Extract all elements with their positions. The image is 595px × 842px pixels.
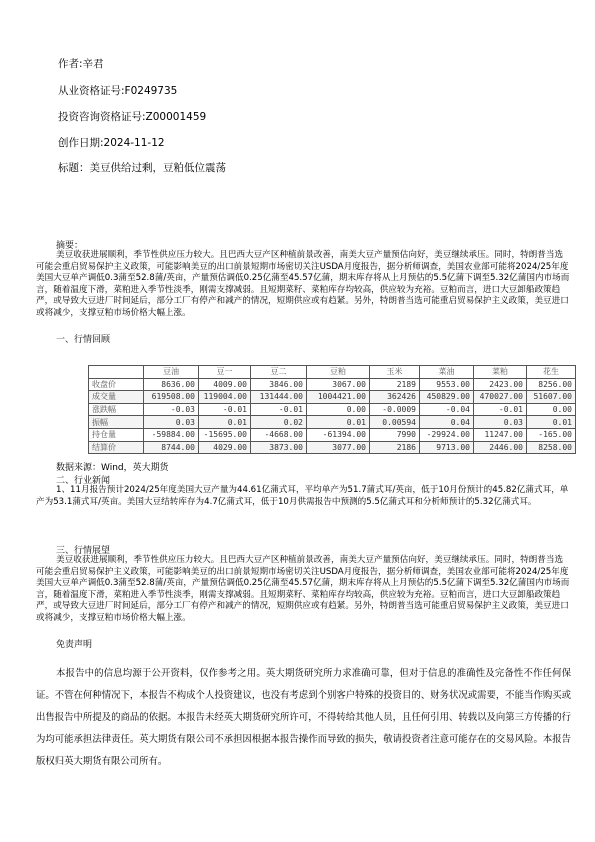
section-outlook-heading: 三、行情展望 [56,546,111,556]
table-cell: -0.03 [144,403,199,416]
table-cell: 450829.00 [420,391,474,404]
table-header-cell: 菜粕 [474,366,527,379]
table-row [89,378,576,391]
table-cell: 51607.00 [527,391,576,404]
table-cell: -4668.00 [251,428,307,441]
table-cell: 3873.00 [251,441,307,454]
table-cell: 0.00594 [370,416,420,429]
table-cell: 2423.00 [474,378,527,391]
table-header-cell: 豆油 [144,366,199,379]
table-cell: -29924.00 [420,428,474,441]
table-row-label: 收盘价 [89,378,144,391]
table-cell: 0.01 [199,416,251,429]
table-row-label: 持仓量 [89,428,144,441]
table-cell: 7990 [370,428,420,441]
data-source-note: 数据来源：Wind，英大期货 [56,463,169,473]
table-row [89,403,576,416]
table-cell: 4009.00 [199,378,251,391]
author-line: 作者:辛君 [58,58,104,70]
section-review-heading: 一、行情回顾 [56,335,111,345]
table-row-label: 振幅 [89,416,144,429]
table-cell: 4029.00 [199,441,251,454]
table-cell: -0.01 [474,403,527,416]
table-cell: -165.00 [527,428,576,441]
market-quotes-table [88,365,576,454]
table-header-row [89,366,576,379]
table-cell: -15695.00 [199,428,251,441]
table-row [89,416,576,429]
table-header-cell: 豆二 [251,366,307,379]
table-cell: 8744.00 [144,441,199,454]
table-cell: 8256.00 [527,378,576,391]
table-cell: 0.03 [474,416,527,429]
table-cell: 1004421.00 [307,391,370,404]
table-cell: 362426 [370,391,420,404]
table-header-cell: 豆一 [199,366,251,379]
consult-license-number: 投资咨询资格证号:Z00001459 [58,111,207,123]
license-number: 从业资格证号:F0249735 [58,85,178,97]
table-cell: -0.01 [251,403,307,416]
outlook-body: 美豆收获进展顺利，季节性供应压力较大。且巴西大豆产区种植前景改善，南美大豆产量预估向好，美豆继续承压。同时，特朗普当选可能会重启贸易保护主义政策，可能影响美豆的出口前景短期市场密切关注USDA月度报告，据分析师调查，美国农业部可能将2024/25年度美国大豆单产调低0.3蒲至52.8蒲/英亩，产量预估调低0.25亿蒲至45.57亿蒲，期末库存将从上月预估的5.5亿蒲下调至5.32亿蒲国内市场而言，随着温度下滑，菜粕进入季节性淡季，刚需支撑减弱。且短期菜籽、菜粕库存均较高，供应较为充裕。豆粕而言，进口大豆卸船政策趋严，或导致大豆进厂时间延后，部分工厂有停产和减产的情况，短期供应或有趋紧。另外，特朗普当选可能重启贸易保护主义政策，美豆进口或将减少，支撑豆粕市场价格大幅上涨。 [36,555,570,623]
table-cell: 470027.00 [474,391,527,404]
table-cell: 2446.00 [474,441,527,454]
table-cell: 0.00 [307,403,370,416]
table-cell: 119004.00 [199,391,251,404]
creation-date: 创作日期:2024-11-12 [58,137,165,149]
summary-body: 美豆收获进展顺利，季节性供应压力较大。且巴西大豆产区种植前景改善，南美大豆产量预估向好，美豆继续承压。同时，特朗普当选可能会重启贸易保护主义政策，可能影响美豆的出口前景短期市场密切关注USDA月度报告，据分析师调查，美国农业部可能将2024/25年度美国大豆单产调低0.3蒲至52.8蒲/英亩，产量预估调低0.25亿蒲至45.57亿蒲，期末库存将从上月预估的5.5亿蒲下调至5.32亿蒲国内市场而言，随着温度下滑，菜粕进入季节性淡季，刚需支撑减弱。且短期菜籽、菜粕库存均较高，供应较为充裕。豆粕而言，进口大豆卸船政策趋严，或导致大豆进厂时间延后，部分工厂有停产和减产的情况，短期供应或有趋紧。另外，特朗普当选可能重启贸易保护主义政策，美豆进口或将减少，支撑豆粕市场价格大幅上涨。 [36,250,570,318]
table-cell: 9713.00 [420,441,474,454]
table-header-cell: 玉米 [370,366,420,379]
report-title: 标题：美豆供给过剩，豆粕低位震荡 [58,162,226,174]
table-cell: -61394.00 [307,428,370,441]
table-cell: 3067.00 [307,378,370,391]
table-cell: -59884.00 [144,428,199,441]
table-cell: -0.04 [420,403,474,416]
table-row-label: 涨跌幅 [89,403,144,416]
table-header-cell: 花生 [527,366,576,379]
table-cell: 9553.00 [420,378,474,391]
disclaimer-heading: 免责声明 [56,640,93,650]
table-header-cell [89,366,144,379]
section-news-heading: 二、行业新闻 [56,476,111,486]
table-cell: 131444.00 [251,391,307,404]
table-cell: 8636.00 [144,378,199,391]
summary-heading: 摘要： [56,241,84,251]
table-cell: 0.03 [144,416,199,429]
disclaimer-body: 本报告中的信息均源于公开资料，仅作参考之用。英大期货研究所力求准确可靠，但对于信息的准确性及完备性不作任何保证。不管在何种情况下，本报告不构成个人投资建议，也没有考虑到个别客户特殊的投资目的、财务状况或需要，不能当作购买或出售报告中所提及的商品的依据。本报告未经英大期货研究所许可，不得转给其他人员，且任何引用、转载以及向第三方传播的行为均可能承担法律责任。英大期货有限公司不承担因根据本报告操作而导致的损失，敬请投资者注意可能存在的交易风险。本报告版权归英大期货有限公司所有。 [36,668,571,767]
table-row-label: 成交量 [89,391,144,404]
table-row [89,391,576,404]
table-row [89,428,576,441]
table-row-label: 结算价 [89,441,144,454]
table-cell: 3846.00 [251,378,307,391]
table-cell: 0.00 [527,403,576,416]
table-cell: 0.01 [527,416,576,429]
table-cell: 11247.00 [474,428,527,441]
table-cell: 619508.00 [144,391,199,404]
table-cell: -0.01 [199,403,251,416]
news-body: 1、11月报告预计2024/25年度美国大豆产量为44.61亿蒲式耳，平均单产为51.7蒲式耳/英亩，低于10月份预计的45.82亿蒲式耳，单产为53.1蒲式耳/英亩。美国大豆结转库存为4.7亿蒲式耳，低于10月供需报告中预测的5.5亿蒲式耳和分析师预计的5.32亿蒲式耳。 [36,485,569,507]
table-header-cell: 菜油 [420,366,474,379]
table-cell: 3077.00 [307,441,370,454]
table-cell: 2189 [370,378,420,391]
table-cell: 0.01 [307,416,370,429]
table-cell: 8258.00 [527,441,576,454]
table-cell: 0.04 [420,416,474,429]
table-cell: -0.0009 [370,403,420,416]
table-row [89,441,576,454]
table-cell: 2186 [370,441,420,454]
table-header-cell: 豆粕 [307,366,370,379]
table-cell: 0.02 [251,416,307,429]
